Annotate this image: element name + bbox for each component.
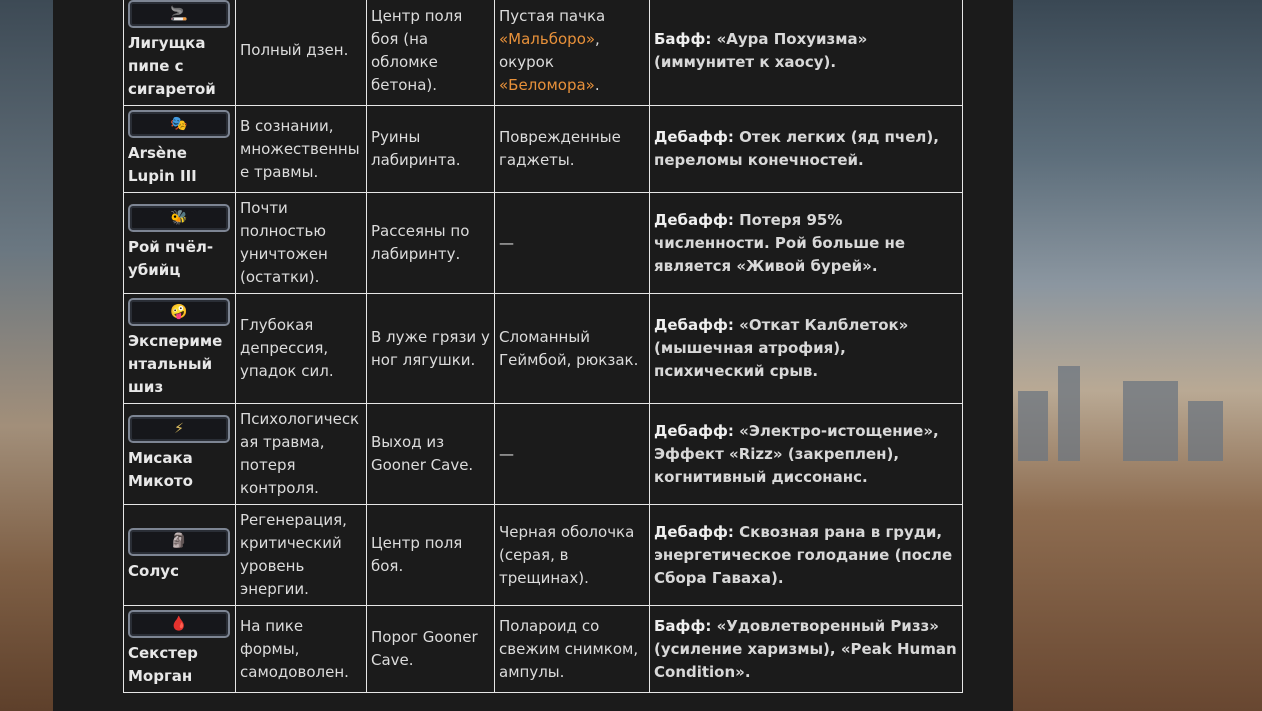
table-row [124,505,963,606]
items-cell: Поврежденные гаджеты. [495,106,650,193]
character-icon[interactable] [128,528,230,556]
character-name: Мисака Микото [128,449,193,490]
location-cell: Центр поля боя (на обломке бетона). [367,0,495,106]
character-cell [124,0,236,106]
table-row [124,294,963,404]
character-icon[interactable] [128,204,230,232]
items-cell: Черная оболочка (серая, в трещинах). [495,505,650,606]
effect-link: «Откат Калблеток» [739,316,909,334]
character-icon[interactable] [128,298,230,326]
effect-tag: Дебафф: [654,316,734,334]
character-cell [124,193,236,294]
table-row [124,106,963,193]
location-cell: Руины лабиринта. [367,106,495,193]
effect-tag: Дебафф: [654,522,734,541]
items-cell: Пустая пачка «Мальборо», окурок «Беломора». [495,0,650,106]
effect-link: «Электро-истощение» [739,421,934,440]
character-icon[interactable] [128,415,230,443]
background-right [1013,0,1262,711]
cigarette-icon: 🚬 [170,5,188,22]
crazy-face-icon: 🤪 [170,303,188,320]
effect-tag: Дебафф: [654,421,734,440]
table-row [124,404,963,505]
effect-tag: Бафф: [654,616,712,635]
table-row [124,193,963,294]
effect-cell: Дебафф: «Откат Калблеток» (мышечная атрофия), психический срыв. [650,294,963,404]
effect-link: «Удовлетворенный Ризз» [716,616,939,635]
effect-cell: Дебафф: Отек легких (яд пчел), переломы конечностей. [650,106,963,193]
effect-link: «Peak Human Condition» [654,639,957,681]
state-cell: Психологическая травма, потеря контроля. [236,404,367,505]
blood-drop-icon: 🩸 [170,615,188,632]
character-name: Arsène Lupin III [128,144,197,185]
state-cell: На пике формы, самодоволен. [236,606,367,693]
character-cell [124,505,236,606]
items-cell: Полароид со свежим снимком, ампулы. [495,606,650,693]
character-icon[interactable] [128,610,230,638]
character-status-table [123,0,963,693]
effect-tag: Дебафф: [654,128,734,146]
content-panel [53,0,1013,711]
bee-icon: 🐝 [170,209,188,226]
state-cell: Глубокая депрессия, упадок сил. [236,294,367,404]
character-icon[interactable] [128,0,230,28]
table-row [124,606,963,693]
character-cell [124,294,236,404]
masks-icon: 🎭 [170,115,188,132]
effect-link: «Живой бурей» [736,256,872,275]
effect-link: «Аура Похуизма» [716,29,868,48]
effect-link: «Rizz» [729,444,783,463]
effect-tag: Дебафф: [654,210,734,229]
character-name: Экспериментальный шиз [128,332,223,396]
effect-cell: Дебафф: Сквозная рана в груди, энергетическое голодание (после Сбора Гаваха). [650,505,963,606]
statue-icon: 🗿 [170,533,188,549]
location-cell: В луже грязи у ног лягушки. [367,294,495,404]
effect-cell: Дебафф: «Электро-истощение», Эффект «Rizz» (закреплен), когнитивный диссонанс. [650,404,963,505]
character-name: Солус [128,561,179,580]
character-name: Лигущка пипе с сигаретой [128,34,216,98]
character-cell [124,606,236,693]
character-name: Секстер Морган [128,644,198,685]
background-left [0,0,53,711]
state-cell: Полный дзен. [236,0,367,106]
location-cell: Порог Gooner Cave. [367,606,495,693]
effect-cell: Дебафф: Потеря 95% численности. Рой больше не является «Живой бурей». [650,193,963,294]
state-cell: В сознании, множественные травмы. [236,106,367,193]
location-cell: Выход из Gooner Cave. [367,404,495,505]
lightning-icon: ⚡ [174,420,184,437]
character-name: Рой пчёл-убийц [128,238,214,279]
items-cell: — [495,193,650,294]
effect-cell: Бафф: «Удовлетворенный Ризз» (усиление харизмы), «Peak Human Condition». [650,606,963,693]
location-cell: Центр поля боя. [367,505,495,606]
items-cell: — [495,404,650,505]
character-icon[interactable] [128,110,230,138]
character-cell [124,404,236,505]
location-cell: Рассеяны по лабиринту. [367,193,495,294]
character-cell [124,106,236,193]
state-cell: Почти полностью уничтожен (остатки). [236,193,367,294]
state-cell: Регенерация, критический уровень энергии. [236,505,367,606]
items-cell: Сломанный Геймбой, рюкзак. [495,294,650,404]
table-row [124,0,963,106]
effect-tag: Бафф: [654,29,712,48]
effect-cell: Бафф: «Аура Похуизма» (иммунитет к хаосу). [650,0,963,106]
